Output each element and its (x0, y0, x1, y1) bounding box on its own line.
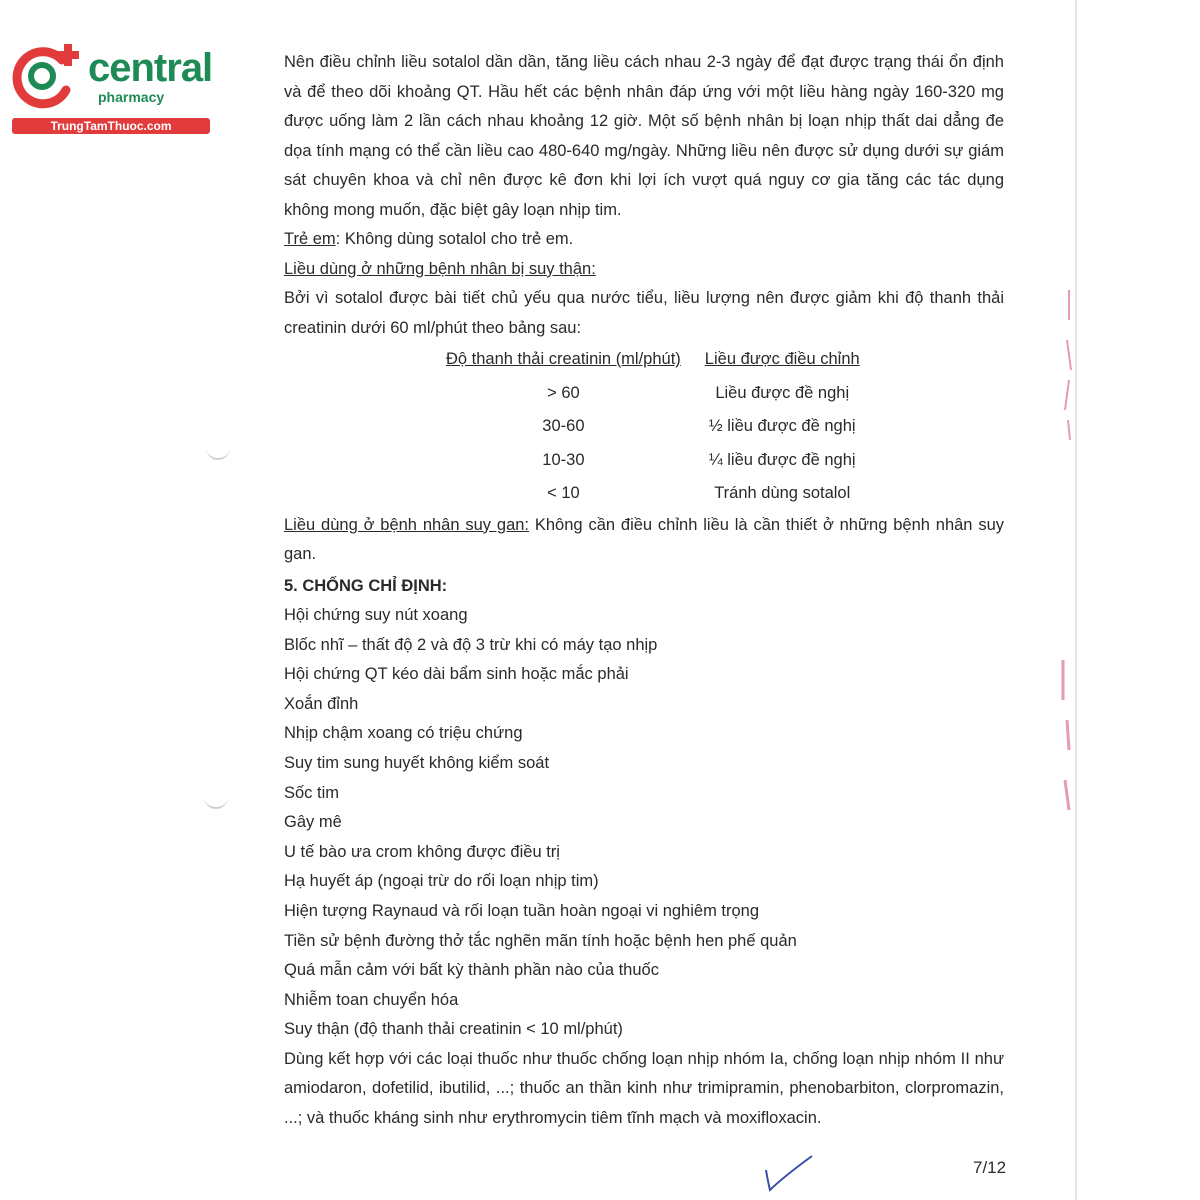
children-text: : Không dùng sotalol cho trẻ em. (335, 230, 574, 248)
central-pharmacy-logo (10, 38, 215, 138)
table-cell: ½ liều được đề nghị (708, 417, 856, 435)
list-item: Tiền sử bệnh đường thở tắc nghẽn mãn tính hoặc bệnh hen phế quản (284, 931, 797, 950)
creatinine-dose-table (434, 343, 872, 511)
logo-domain-banner: TrungTamThuoc.com (12, 118, 210, 134)
table-row (434, 477, 872, 511)
logo-wordmark: central (88, 46, 213, 90)
renal-heading: Liều dùng ở những bệnh nhân bị suy thận: (284, 259, 596, 278)
contraindication-list (284, 601, 1004, 1045)
list-item: Suy thận (độ thanh thải creatinin < 10 ml/phút) (284, 1020, 623, 1039)
table-row (434, 377, 872, 411)
children-line (284, 225, 1004, 255)
list-item: Hiện tượng Raynaud và rối loạn tuần hoàn ngoại vi nghiêm trọng (284, 901, 760, 920)
list-item: Hạ huyết áp (ngoại trừ do rối loạn nhịp tim) (284, 872, 599, 891)
punch-hole-mark (206, 446, 230, 460)
list-item: Nhịp chậm xoang có triệu chứng (284, 724, 523, 743)
table-row (434, 444, 872, 478)
list-item: Gây mê (284, 813, 342, 832)
logo-subtitle: pharmacy (98, 89, 165, 105)
table-cell: Liều được đề nghị (715, 383, 850, 402)
list-item: Hội chứng QT kéo dài bẩm sinh hoặc mắc phải (284, 665, 629, 684)
table-cell: 10-30 (542, 450, 585, 469)
document-page (284, 48, 1004, 1133)
table-cell: Tránh dùng sotalol (714, 484, 851, 502)
list-item: Xoắn đỉnh (284, 694, 359, 713)
drug-combination-paragraph: Dùng kết hợp với các loại thuốc như thuốc chống loạn nhịp nhóm Ia, chống loạn nhịp nhóm II như amiodaron, dofetilid, ibutilid, ...; thuốc an thần kinh như trimipramin, phenobarbiton, clorpromazin, ...; và thuốc kháng sinh như erythromycin tiêm tĩnh mạch và moxifloxacin. (284, 1049, 1004, 1127)
list-item: Nhiễm toan chuyển hóa (284, 990, 459, 1009)
table-cell: 30-60 (542, 417, 585, 435)
list-item: U tế bào ưa crom không được điều trị (284, 842, 560, 861)
column-header: Độ thanh thải creatinin (ml/phút) (446, 350, 681, 368)
red-stamp-fragment-icon (1055, 280, 1079, 820)
section-5-title: 5. CHỐNG CHỈ ĐỊNH: (284, 576, 448, 595)
list-item: Hội chứng suy nút xoang (284, 606, 468, 624)
punch-hole-mark (204, 795, 228, 809)
list-item: Sốc tim (284, 783, 340, 802)
children-label: Trẻ em (284, 230, 336, 248)
checkmark-signature-icon (760, 1152, 820, 1196)
table-row (434, 410, 872, 444)
dosage-paragraph: Nên điều chỉnh liều sotalol dần dần, tăng liều cách nhau 2-3 ngày để đạt được trạng thái ổn định và để theo dõi khoảng QT. Hầu hết các bệnh nhân đáp ứng với một liều hàng ngày 160-320 mg được uống làm 2 lần cách nhau khoảng 12 giờ. Một số bệnh nhân bị loạn nhịp thất dai dẳng đe dọa tính mạng có thể cần liều cao 480-640 mg/ngày. Những liều nên được sử dụng dưới sự giám sát chuyên khoa và chỉ nên được kê đơn khi lợi ích vượt quá nguy cơ gia tăng các tác dụng không mong muốn, đặc biệt gây loạn nhịp tim. (284, 53, 1004, 219)
hepatic-text: Không cần điều chỉnh liều là cần thiết ở những bệnh nhân suy gan. (284, 515, 1005, 563)
hepatic-paragraph (284, 511, 1004, 570)
table-cell: ¼ liều được đề nghị (708, 450, 856, 469)
table-cell: < 10 (547, 484, 580, 502)
table-header-row (434, 343, 872, 377)
renal-paragraph: Bởi vì sotalol được bài tiết chủ yếu qua nước tiểu, liều lượng nên được giảm khi độ thanh thải creatinin dưới 60 ml/phút theo bảng sau: (284, 289, 1004, 337)
table-cell: > 60 (547, 383, 580, 402)
list-item: Suy tim sung huyết không kiểm soát (284, 753, 550, 772)
hepatic-label: Liều dùng ở bệnh nhân suy gan: (284, 515, 530, 534)
list-item: Quá mẫn cảm với bất kỳ thành phần nào của thuốc (284, 961, 659, 980)
list-item: Blốc nhĩ – thất độ 2 và độ 3 trừ khi có máy tạo nhịp (284, 635, 658, 654)
pharmacy-c-cross-icon (10, 38, 90, 114)
page-number: 7/12 (973, 1158, 1007, 1177)
column-header: Liều được điều chỉnh (704, 350, 860, 368)
